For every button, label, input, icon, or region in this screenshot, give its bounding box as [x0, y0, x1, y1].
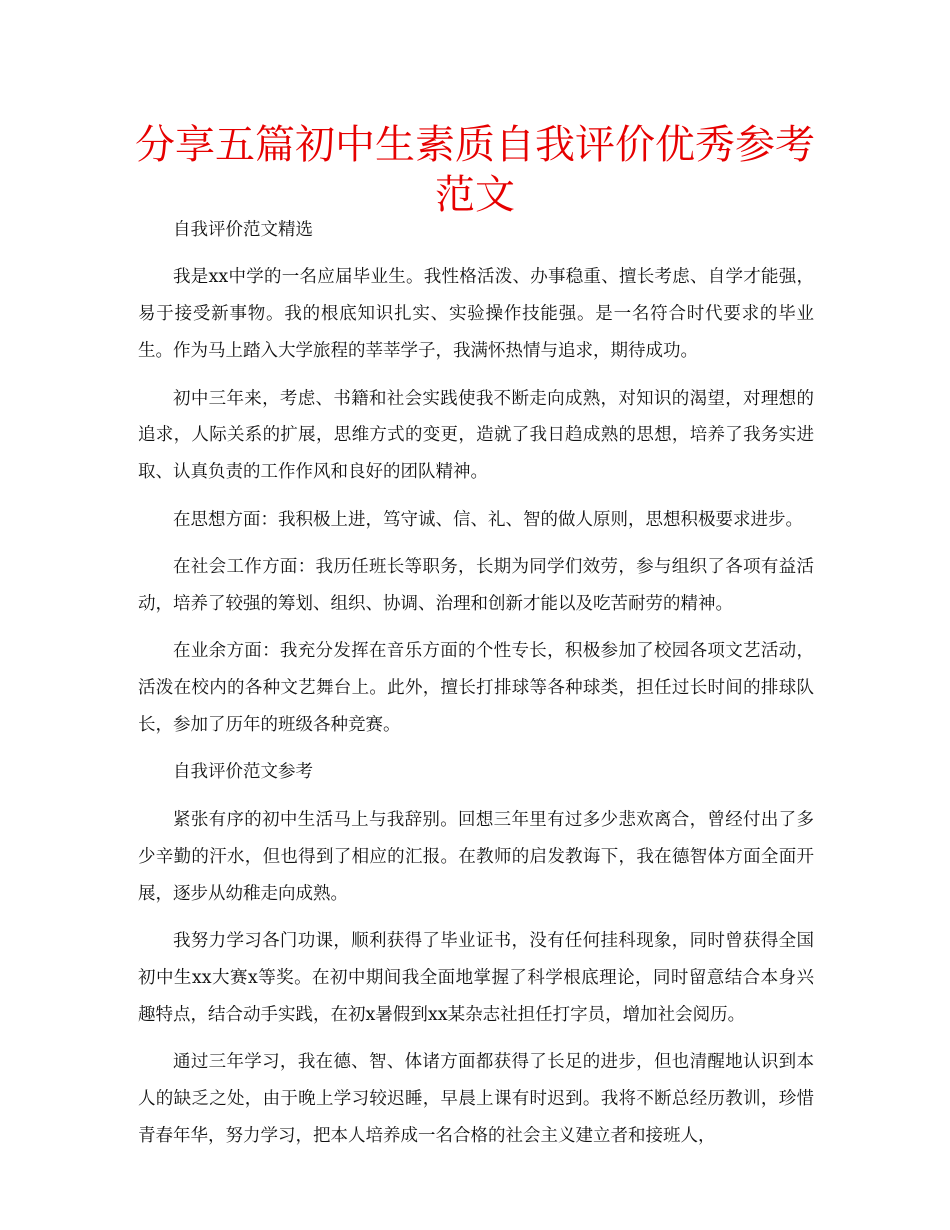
paragraph: 在社会工作方面：我历任班长等职务，长期为同学们效劳，参与组织了各项有益活动，培养了较强的筹划、组织、协调、治理和创新才能以及吃苦耐劳的精神。: [138, 557, 814, 614]
paragraph: 我努力学习各门功课，顺利获得了毕业证书，没有任何挂科现象，同时曾获得全国初中生xx大赛x等奖。在初中期间我全面地掌握了科学根底理论，同时留意结合本身兴趣特点，结合动手实践，在初x暑假到xx某杂志社担任打字员，增加社会阅历。: [138, 931, 814, 1025]
paragraph: 初中三年来，考虑、书籍和社会实践使我不断走向成熟，对知识的渴望，对理想的追求，人际关系的扩展，思维方式的变更，造就了我日趋成熟的思想，培养了我务实进取、认真负责的工作作风和良好的团队精神。: [138, 388, 814, 483]
paragraph: 我是xx中学的一名应届毕业生。我性格活泼、办事稳重、擅长考虑、自学才能强，易于接受新事物。我的根底知识扎实、实验操作技能强。是一名符合时代要求的毕业生。作为马上踏入大学旅程的莘莘学子，我满怀热情与追求，期待成功。: [138, 267, 814, 362]
section-heading-2: 自我评价范文参考: [173, 762, 313, 783]
paragraph: 在业余方面：我充分发挥在音乐方面的个性专长，积极参加了校园各项文艺活动，活泼在校内的各种文艺舞台上。此外，擅长打排球等各种球类，担任过长时间的排球队长，参加了历年的班级各种竞赛。: [138, 641, 814, 735]
paragraph: 紧张有序的初中生活马上与我辞别。回想三年里有过多少悲欢离合，曾经付出了多少辛勤的汗水，但也得到了相应的汇报。在教师的启发教诲下，我在德智体方面全面开展，逐步从幼稚走向成熟。: [138, 809, 814, 904]
paragraph: 在思想方面：我积极上进，笃守诚、信、礼、智的做人原则，思想积极要求进步。: [173, 509, 803, 530]
document-title: 分享五篇初中生素质自我评价优秀参考范文: [135, 122, 815, 218]
section-heading-1: 自我评价范文精选: [173, 220, 313, 240]
paragraph: 通过三年学习，我在德、智、体诸方面都获得了长足的进步，但也清醒地认识到本人的缺乏之处，由于晚上学习较迟睡，早晨上课有时迟到。我将不断总经历教训，珍惜青春年华，努力学习，把本人培养成一名合格的社会主义建立者和接班人，: [138, 1052, 814, 1146]
document-body: [138, 212, 814, 1165]
